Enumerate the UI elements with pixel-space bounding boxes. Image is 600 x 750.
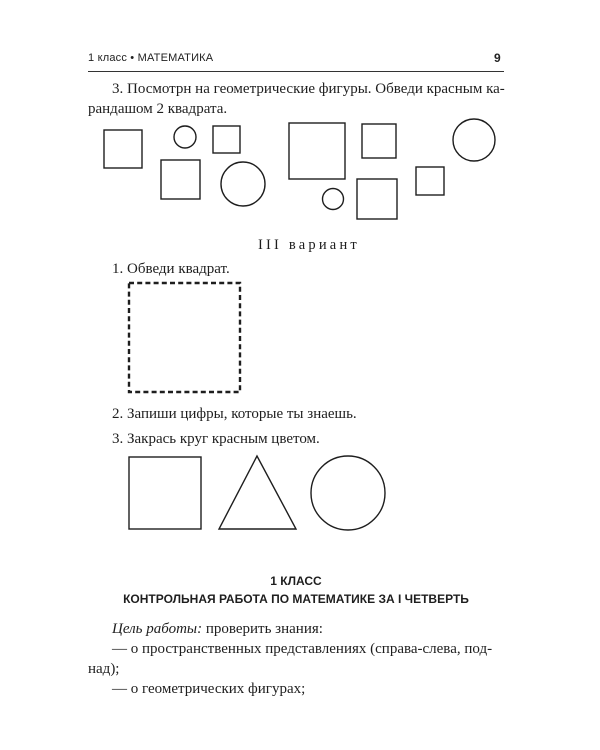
variant-task-3: 3. Закрась круг красным цветом.: [112, 431, 320, 447]
dashed-square-shape[interactable]: [129, 283, 240, 392]
goal-item-1-line-2: над);: [88, 661, 120, 677]
variant-heading: III вариант: [258, 237, 360, 253]
circle-shape: [221, 162, 265, 206]
circle-shape: [453, 119, 495, 161]
square-shape: [362, 124, 396, 158]
variant-task-2: 2. Запиши цифры, которые ты знаешь.: [112, 406, 357, 422]
task-3-line-2: рандашом 2 квадрата.: [88, 101, 228, 117]
running-head: 1 класс • МАТЕМАТИКА: [88, 52, 214, 64]
section-title: КОНТРОЛЬНАЯ РАБОТА ПО МАТЕМАТИКЕ ЗА I ЧЕТВЕРТЬ: [123, 592, 469, 606]
circle-shape: [323, 189, 344, 210]
goal-label: Цель работы:: [112, 621, 203, 637]
goal-item-2: — о геометрических фигурах;: [112, 681, 306, 697]
circle-shape: [174, 126, 196, 148]
triangle-shape: [219, 456, 296, 529]
variant-task-1: 1. Обведи квадрат.: [112, 261, 230, 277]
square-shape: [416, 167, 444, 195]
square-shape: [213, 126, 240, 153]
square-shape: [357, 179, 397, 219]
goal-text: проверить знания:: [202, 621, 323, 637]
square-shape: [129, 457, 201, 529]
square-shape: [289, 123, 345, 179]
goal-item-1-line-1: — о пространственных представлениях (справа-слева, под-: [112, 641, 493, 657]
page-number: 9: [494, 51, 501, 65]
section-grade: 1 КЛАСС: [270, 574, 322, 588]
task-3-line-1: 3. Посмотрн на геометрические фигуры. Обведи красным ка-: [112, 81, 505, 97]
circle-to-color-shape[interactable]: [311, 456, 385, 530]
square-shape: [161, 160, 200, 199]
square-shape: [104, 130, 142, 168]
